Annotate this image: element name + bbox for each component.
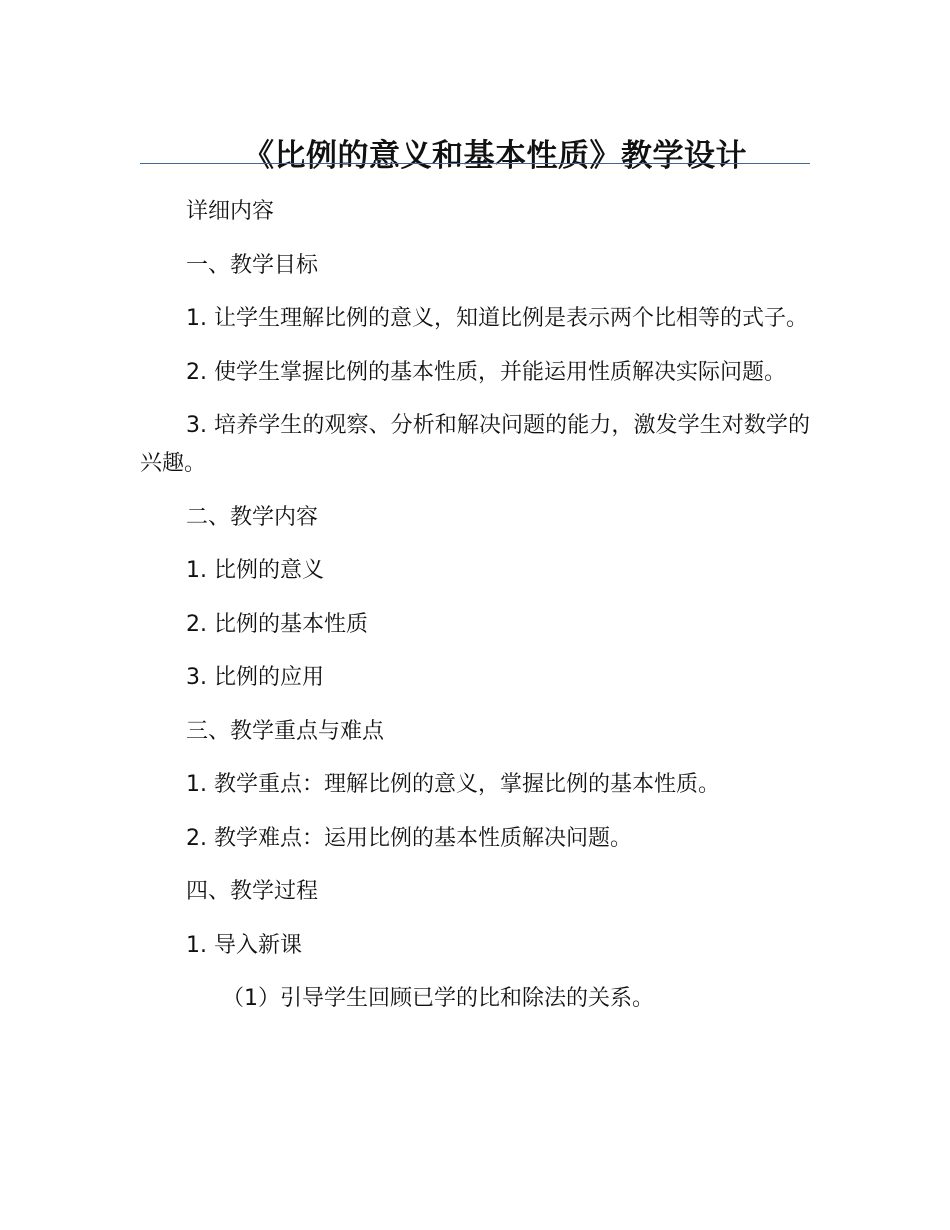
title-underline	[140, 163, 810, 164]
goal-item-1: 1. 让学生理解比例的意义，知道比例是表示两个比相等的式子。	[186, 306, 808, 331]
document-title: 《比例的意义和基本性质》教学设计	[243, 137, 747, 174]
content-item-2: 2. 比例的基本性质	[186, 611, 368, 637]
heading-teaching-goals: 一、教学目标	[186, 252, 319, 278]
goal-item-2: 2. 使学生掌握比例的基本性质，并能运用性质解决实际问题。	[186, 359, 786, 385]
content-item-3: 3. 比例的应用	[186, 665, 324, 690]
heading-teaching-content: 二、教学内容	[186, 504, 319, 530]
goal-item-3: 3. 培养学生的观察、分析和解决问题的能力，激发学生对数学的兴趣。	[140, 413, 810, 476]
content-item-1: 1. 比例的意义	[186, 558, 324, 583]
key-point-item-1: 1. 教学重点：理解比例的意义，掌握比例的基本性质。	[186, 772, 720, 797]
section-label-details: 详细内容	[186, 199, 275, 224]
process-subitem-1: （1）引导学生回顾已学的比和除法的关系。	[222, 986, 654, 1011]
heading-key-points: 三、教学重点与难点	[186, 718, 385, 744]
heading-teaching-process: 四、教学过程	[186, 879, 319, 904]
process-item-1: 1. 导入新课	[186, 932, 302, 958]
key-point-item-2: 2. 教学难点：运用比例的基本性质解决问题。	[186, 825, 632, 851]
document-body	[140, 193, 810, 1034]
